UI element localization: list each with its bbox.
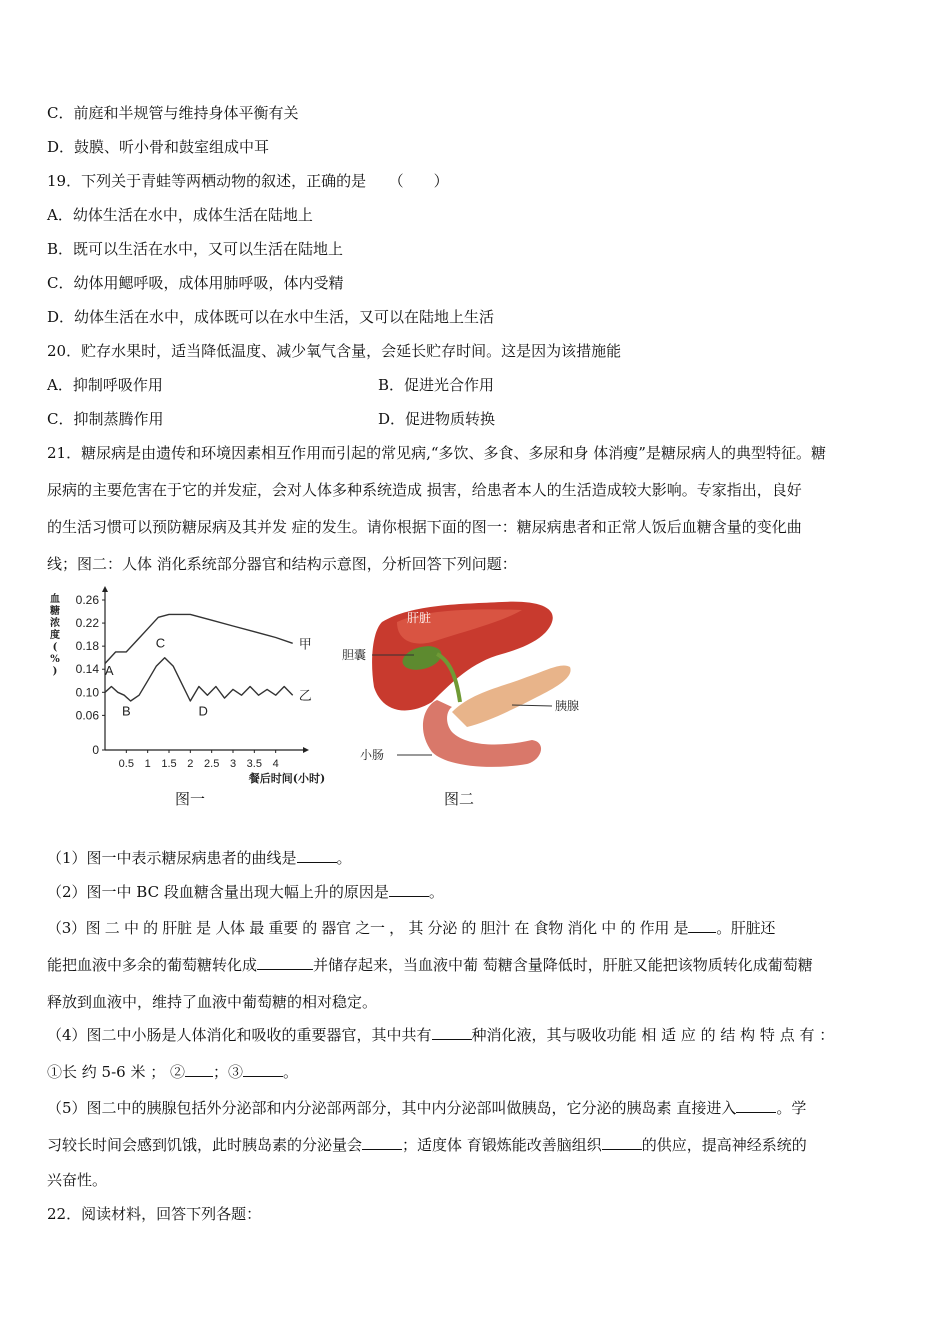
y-tick-label: 0.18: [75, 639, 99, 654]
series-label: 乙: [298, 689, 312, 705]
sub-question-5-line3: 兴奋性。: [47, 1171, 108, 1189]
y-axis-arrow: [102, 586, 108, 592]
liver-label: 肝脏: [407, 611, 432, 625]
point-label: A: [104, 663, 114, 678]
x-tick-label: 0.5: [118, 758, 134, 770]
y-tick-label: 0.14: [75, 662, 99, 677]
sub-question-4-line1: （4）图二中小肠是人体消化和吸收的重要器官，其中共有 种消化液，其与吸收功能 相 适 应 的 结 构 特 点 有 ：: [47, 1026, 835, 1044]
sub-question-4-line2: ①长 约 5-6 米 ； ② ；③ 。: [47, 1063, 299, 1081]
y-axis-label-char: 度: [50, 630, 60, 641]
digestive-organs-diagram: [342, 592, 582, 777]
sub-question-3-line3: 释放到血液中，维持了血液中葡萄糖的相对稳定。: [47, 993, 378, 1011]
option-b-q19: B．既可以生活在水中，又可以生活在陆地上: [47, 240, 344, 258]
x-tick-label: 4: [272, 758, 279, 770]
question-21-line3: 的生活习惯可以预防糖尿病及其并发 症的发生。请你根据下面的图一：糖尿病患者和正常人饭后血糖含量的变化曲: [47, 518, 802, 536]
y-tick-label: 0: [92, 743, 99, 757]
y-axis-label-char: ): [52, 666, 58, 677]
x-tick-label: 1: [144, 758, 151, 770]
y-tick-label: 0.22: [75, 616, 99, 631]
point-label: B: [121, 703, 131, 719]
option-a-q20: A．抑制呼吸作用: [47, 376, 163, 394]
answer-blank[interactable]: [243, 1062, 283, 1077]
x-tick-label: 3.5: [246, 758, 262, 770]
x-tick-label: 1.5: [161, 758, 177, 770]
option-b-q20: B．促进光合作用: [378, 376, 495, 394]
sub-question-5-line2: 习较长时间会感到饥饿，此时胰岛素的分泌量会 ；适度体 育锻炼能改善脑组织 的供应，提高神经系统的: [47, 1136, 807, 1154]
figure-1-caption: 图一: [175, 790, 206, 808]
y-axis-label-char: 血: [50, 594, 60, 605]
sub-question-2: （2）图一中 BC 段血糖含量出现大幅上升的原因是 。: [47, 883, 444, 901]
question-21-line4: 线；图二：人体 消化系统部分器官和结构示意图，分析回答下列问题：: [47, 555, 517, 573]
option-d-q18: D．鼓膜、听小骨和鼓室组成中耳: [47, 138, 270, 156]
option-c-q19: C．幼体用鳃呼吸，成体用肺呼吸，体内受精: [47, 274, 344, 292]
x-tick-label: 3: [229, 758, 237, 770]
y-tick-label: 0.06: [75, 708, 99, 723]
answer-blank[interactable]: [297, 848, 337, 863]
series-line-1: [105, 614, 293, 663]
sub-question-3-line2: 能把血液中多余的葡萄糖转化成 并储存起来，当血液中葡 萄糖含量降低时，肝脏又能把该物质转化成葡萄糖: [47, 956, 813, 974]
answer-blank[interactable]: [688, 918, 716, 933]
answer-blank[interactable]: [257, 955, 313, 970]
figures-area: [47, 590, 587, 810]
answer-blank[interactable]: [362, 1135, 402, 1150]
x-tick-label: 2: [187, 758, 194, 770]
x-axis-arrow: [303, 747, 309, 753]
blood-sugar-chart: [47, 590, 326, 785]
series-label: 甲: [298, 637, 312, 653]
figure-2-caption: 图二: [444, 790, 475, 808]
answer-blank[interactable]: [185, 1062, 213, 1077]
y-axis-label-char: 糖: [50, 606, 60, 617]
y-axis-label-char: (: [52, 642, 58, 653]
answer-blank[interactable]: [389, 882, 429, 897]
x-tick-label: 2.5: [204, 758, 220, 770]
question-21-line2: 尿病的主要危害在于它的并发症，会对人体多种系统造成 损害，给患者本人的生活造成较大影响。专家指出，良好: [47, 481, 802, 499]
question-20: 20．贮存水果时，适当降低温度、减少氧气含量，会延长贮存时间。这是因为该措施能: [47, 342, 622, 360]
option-d-q20: D．促进物质转换: [378, 410, 496, 428]
intestine-label: 小肠: [360, 748, 385, 762]
point-label: C: [155, 635, 166, 651]
point-label: D: [198, 703, 208, 719]
x-axis-label: 餐后时间(小时): [248, 772, 326, 785]
answer-blank[interactable]: [432, 1025, 472, 1040]
option-c-q20: C．抑制蒸腾作用: [47, 410, 164, 428]
answer-blank[interactable]: [602, 1135, 642, 1150]
sub-question-3-line1: （3）图 二 中 的 肝脏 是 人体 最 重要 的 器官 之一 ， 其 分泌 的 胆汁 在 食物 消化 中 的 作用 是 。肝脏还: [47, 919, 776, 937]
question-21-line1: 21．糖尿病是由遗传和环境因素相互作用而引起的常见病,“多饮、多食、多尿和身 体消瘦”是糖尿病人的典型特征。糖: [47, 444, 826, 462]
question-22: 22．阅读材料，回答下列各题：: [47, 1205, 262, 1223]
pancreas-shape: [452, 665, 571, 727]
sub-question-5-line1: （5）图二中的胰腺包括外分泌部和内分泌部两部分，其中内分泌部叫做胰岛，它分泌的胰岛素 直接进入 。学: [47, 1099, 807, 1117]
series-line-2: [105, 658, 293, 701]
gallbladder-label: 胆囊: [342, 648, 367, 662]
option-a-q19: A．幼体生活在水中，成体生活在陆地上: [47, 206, 313, 224]
pancreas-label: 胰腺: [555, 699, 580, 713]
answer-blank[interactable]: [736, 1098, 776, 1113]
sub-question-1: （1）图一中表示糖尿病患者的曲线是 。: [47, 849, 352, 867]
y-axis-label-char: %: [50, 654, 60, 665]
option-d-q19: D．幼体生活在水中，成体既可以在水中生活，又可以在陆地上生活: [47, 308, 495, 326]
y-tick-label: 0.10: [75, 685, 99, 700]
option-c-q18: C．前庭和半规管与维持身体平衡有关: [47, 104, 299, 122]
question-19: 19．下列关于青蛙等两栖动物的叙述，正确的是 （ ）: [47, 172, 449, 190]
y-tick-label: 0.26: [75, 593, 99, 607]
y-axis-label-char: 浓: [50, 618, 60, 629]
